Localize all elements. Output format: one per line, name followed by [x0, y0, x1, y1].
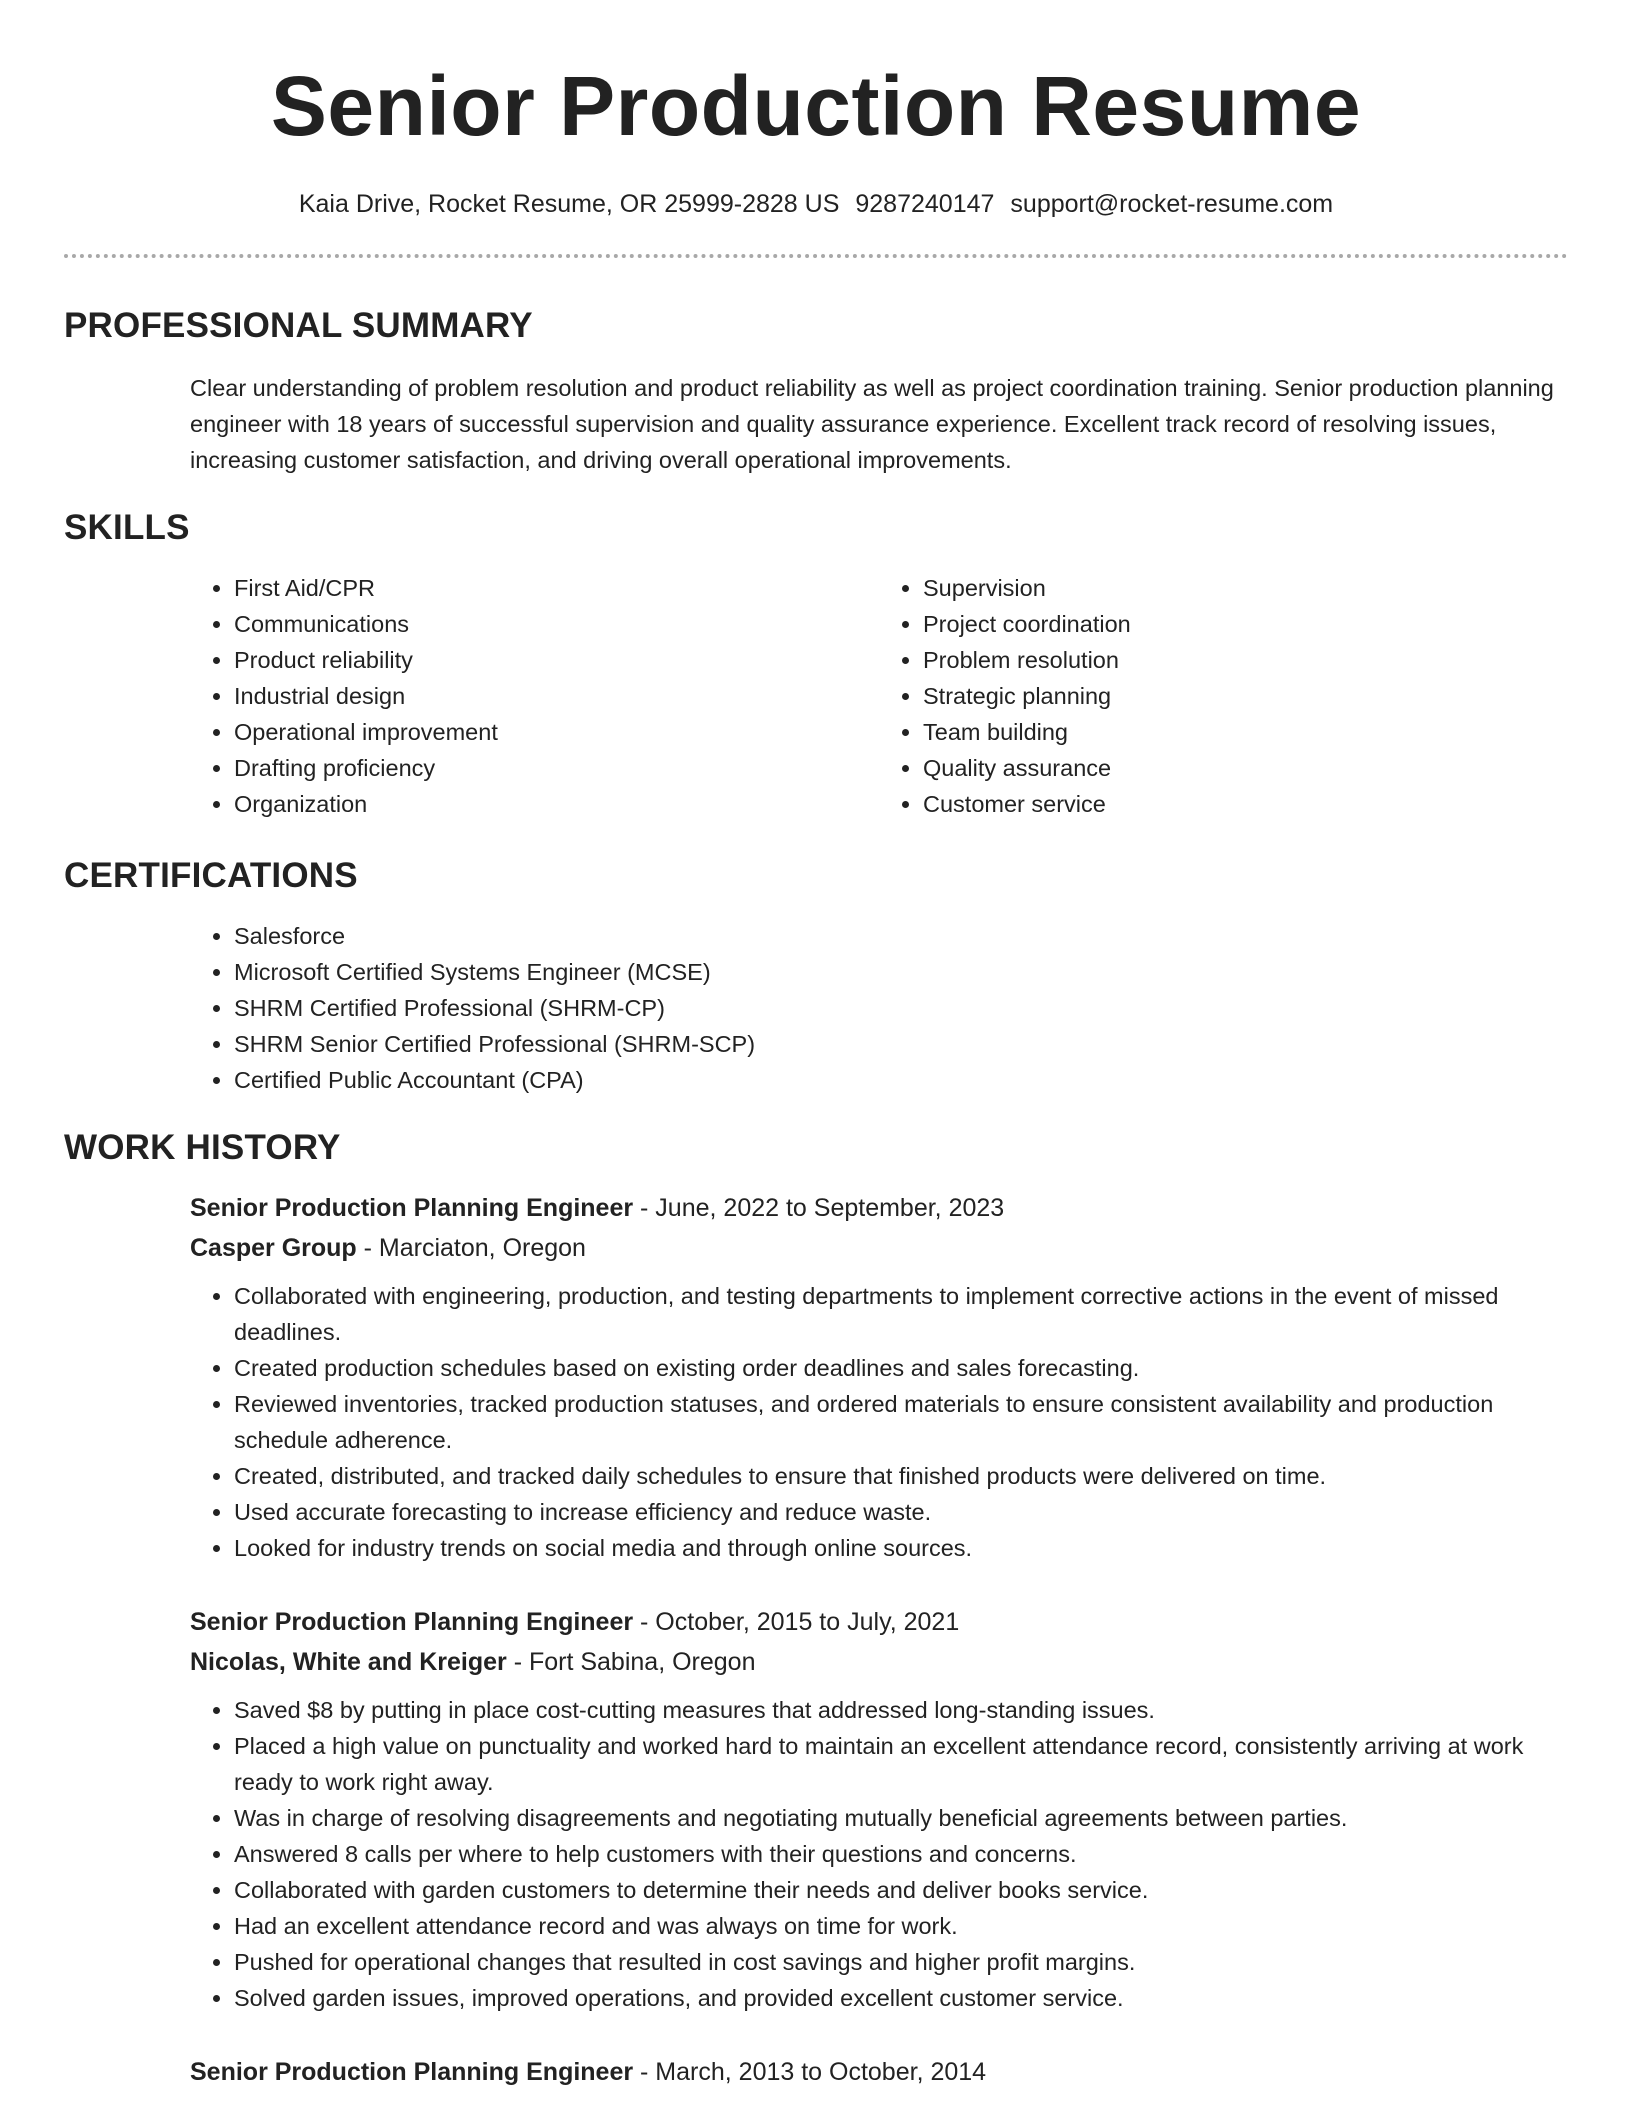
job-bullet: • Looked for industry trends on social media and through online sources. — [234, 1530, 1568, 1566]
job-entry — [190, 2052, 1568, 2092]
skill-item: • Industrial design — [234, 678, 879, 714]
contact-email: support@rocket-resume.com — [1010, 190, 1334, 218]
certification-item: • Certified Public Accountant (CPA) — [234, 1062, 1568, 1098]
skill-item: • Project coordination — [923, 606, 1568, 642]
job-bullets — [190, 1692, 1568, 2016]
summary-text: Clear understanding of problem resolution and product reliability as well as project coordination training. Senior production planning engineer with 18 years of successful supervision and quality assurance experience. Excellent track record of resolving issues, increasing customer satisfaction, and driving overall operational improvements. — [190, 375, 1554, 473]
job-title-line — [190, 1602, 1568, 1642]
work-history-heading: WORK HISTORY — [64, 1128, 341, 1167]
job-entry — [190, 1602, 1568, 2016]
skills-section — [64, 506, 1568, 822]
certification-item: • Microsoft Certified Systems Engineer (MCSE) — [234, 954, 1568, 990]
job-bullet: • Had an excellent attendance record and was always on time for work. — [234, 1908, 1568, 1944]
summary-heading: PROFESSIONAL SUMMARY — [64, 306, 533, 345]
job-company-line — [190, 1642, 1568, 1682]
skill-item: • Supervision — [923, 570, 1568, 606]
skill-item: • Organization — [234, 786, 879, 822]
job-bullet: • Solved garden issues, improved operations, and provided excellent customer service. — [234, 1980, 1568, 2016]
job-location: - Fort Sabina, Oregon — [506, 1648, 756, 1676]
job-bullet: • Created, distributed, and tracked daily schedules to ensure that finished products were delivered on time. — [234, 1458, 1568, 1494]
skill-item: • First Aid/CPR — [234, 570, 879, 606]
skill-item: • Communications — [234, 606, 879, 642]
job-company-line — [190, 1228, 1568, 1268]
skill-item: • Product reliability — [234, 642, 879, 678]
job-dates: - June, 2022 to September, 2023 — [633, 1194, 1005, 1222]
resume-page — [64, 0, 1568, 2092]
job-bullet: • Saved $8 by putting in place cost-cutting measures that addressed long-standing issues. — [234, 1692, 1568, 1728]
job-bullet: • Created production schedules based on existing order deadlines and sales forecasting. — [234, 1350, 1568, 1386]
certification-item: • SHRM Certified Professional (SHRM-CP) — [234, 990, 1568, 1026]
job-title: Senior Production Planning Engineer — [190, 1608, 634, 1636]
skill-item: • Strategic planning — [923, 678, 1568, 714]
contact-address: Kaia Drive, Rocket Resume, OR 25999-2828 US — [298, 190, 840, 218]
job-bullet: • Collaborated with garden customers to determine their needs and deliver books service. — [234, 1872, 1568, 1908]
job-bullet: • Answered 8 calls per where to help customers with their questions and concerns. — [234, 1836, 1568, 1872]
job-title: Senior Production Planning Engineer — [190, 1194, 634, 1222]
certifications-heading: CERTIFICATIONS — [64, 856, 358, 895]
job-bullet: • Collaborated with engineering, production, and testing departments to implement corrective actions in the event of missed deadlines. — [234, 1278, 1568, 1350]
job-dates: - March, 2013 to October, 2014 — [633, 2058, 987, 2086]
certifications-list — [190, 918, 1568, 1098]
skill-item: • Customer service — [923, 786, 1568, 822]
job-entry — [190, 1188, 1568, 1566]
job-bullets — [190, 1278, 1568, 1566]
job-bullet: • Reviewed inventories, tracked production statuses, and ordered materials to ensure consistent availability and production schedule adherence. — [234, 1386, 1568, 1458]
certification-item: • SHRM Senior Certified Professional (SHRM-SCP) — [234, 1026, 1568, 1062]
job-location: - Marciaton, Oregon — [356, 1234, 586, 1262]
work-history-section — [64, 1126, 1568, 2092]
job-title-line — [190, 1188, 1568, 1228]
skill-item: • Quality assurance — [923, 750, 1568, 786]
resume-title: Senior Production Resume — [270, 59, 1362, 153]
skill-item: • Team building — [923, 714, 1568, 750]
job-title: Senior Production Planning Engineer — [190, 2058, 634, 2086]
skills-list-left — [190, 570, 879, 822]
job-bullet: • Used accurate forecasting to increase efficiency and reduce waste. — [234, 1494, 1568, 1530]
contact-line — [64, 186, 1568, 222]
header-divider — [64, 254, 1568, 258]
contact-phone: 9287240147 — [855, 190, 995, 218]
skills-list-right — [879, 570, 1568, 822]
job-dates: - October, 2015 to July, 2021 — [633, 1608, 960, 1636]
job-company: Casper Group — [190, 1234, 357, 1262]
skill-item: • Problem resolution — [923, 642, 1568, 678]
job-company: Nicolas, White and Kreiger — [190, 1648, 507, 1676]
job-title-line — [190, 2052, 1568, 2092]
certification-item: • Salesforce — [234, 918, 1568, 954]
job-bullet: • Pushed for operational changes that resulted in cost savings and higher profit margins. — [234, 1944, 1568, 1980]
skills-heading: SKILLS — [64, 508, 190, 547]
job-bullet: • Was in charge of resolving disagreements and negotiating mutually beneficial agreements between parties. — [234, 1800, 1568, 1836]
skill-item: • Operational improvement — [234, 714, 879, 750]
summary-section — [64, 304, 1568, 478]
skill-item: • Drafting proficiency — [234, 750, 879, 786]
certifications-section — [64, 854, 1568, 1098]
skills-grid — [190, 570, 1568, 822]
job-bullet: • Placed a high value on punctuality and worked hard to maintain an excellent attendance record, consistently arriving at work ready to work right away. — [234, 1728, 1568, 1800]
